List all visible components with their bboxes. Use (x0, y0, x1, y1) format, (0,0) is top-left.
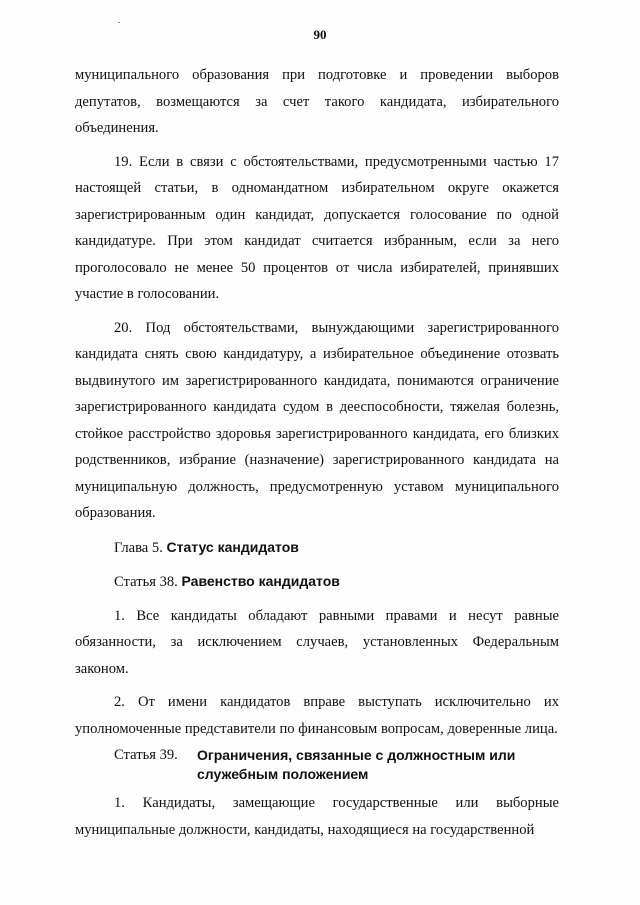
paragraph-19: 19. Если в связи с обстоятельствами, предусмотренными частью 17 настоящей статьи, в одномандатном избирательном округе окажется зарегистрированным один кандидат, допускается голосование по одной кандидатуре. При этом кандидат считается избранным, если за него проголосовало не менее 50 процентов от числа избирателей, принявших участие в голосовании. (75, 153, 559, 302)
article-39-title (197, 746, 515, 784)
article-38-paragraph-1: 1. Все кандидаты обладают равными правами и несут равные обязанности, за исключением случаев, установленных Федеральным законом. (75, 607, 559, 677)
article-39-title-line-2: служебным положением (197, 766, 369, 782)
page-number: 90 (313, 27, 327, 42)
article-39-title-line-1: Ограничения, связанные с должностным или (197, 747, 516, 763)
article-39-paragraph-1: 1. Кандидаты, замещающие государственные или выборные муниципальные должности, кандидаты, находящиеся на государственной (75, 795, 559, 838)
chapter-title: Статус кандидатов (166, 538, 299, 555)
article-38-label: Статья 38. (114, 574, 178, 590)
scan-speck (118, 22, 120, 23)
paragraph-20: 20. Под обстоятельствами, вынуждающими зарегистрированного кандидата снять свою кандидатуру, а избирательное объединение отозвать выдвинутого им зарегистрированного кандидата, понимаются ограничение зарегистрированного кандидата судом в дееспособности, тяжелая болезнь, стойкое расстройство здоровья зарегистрированного кандидата, его близких родственников, избрание (назначение) зарегистрированного кандидата на муниципальную должность, предусмотренную уставом муниципального образования. (75, 319, 559, 521)
article-38-title: Равенство кандидатов (181, 573, 340, 589)
paragraph-continuation: муниципального образования при подготовке и проведении выборов депутатов, возмещаются за счет такого кандидата, избирательного объединения. (75, 67, 559, 136)
article-38-paragraph-2: 2. От имени кандидатов вправе выступать исключительно их уполномоченные представители по финансовым вопросам, доверенные лица. (75, 694, 559, 737)
article-39-heading (75, 746, 559, 784)
article-39-label: Статья 39. (114, 747, 178, 763)
document-body (75, 62, 559, 843)
article-38-heading (75, 568, 559, 596)
chapter-5-heading (75, 534, 559, 562)
chapter-label: Глава 5. (114, 539, 163, 556)
